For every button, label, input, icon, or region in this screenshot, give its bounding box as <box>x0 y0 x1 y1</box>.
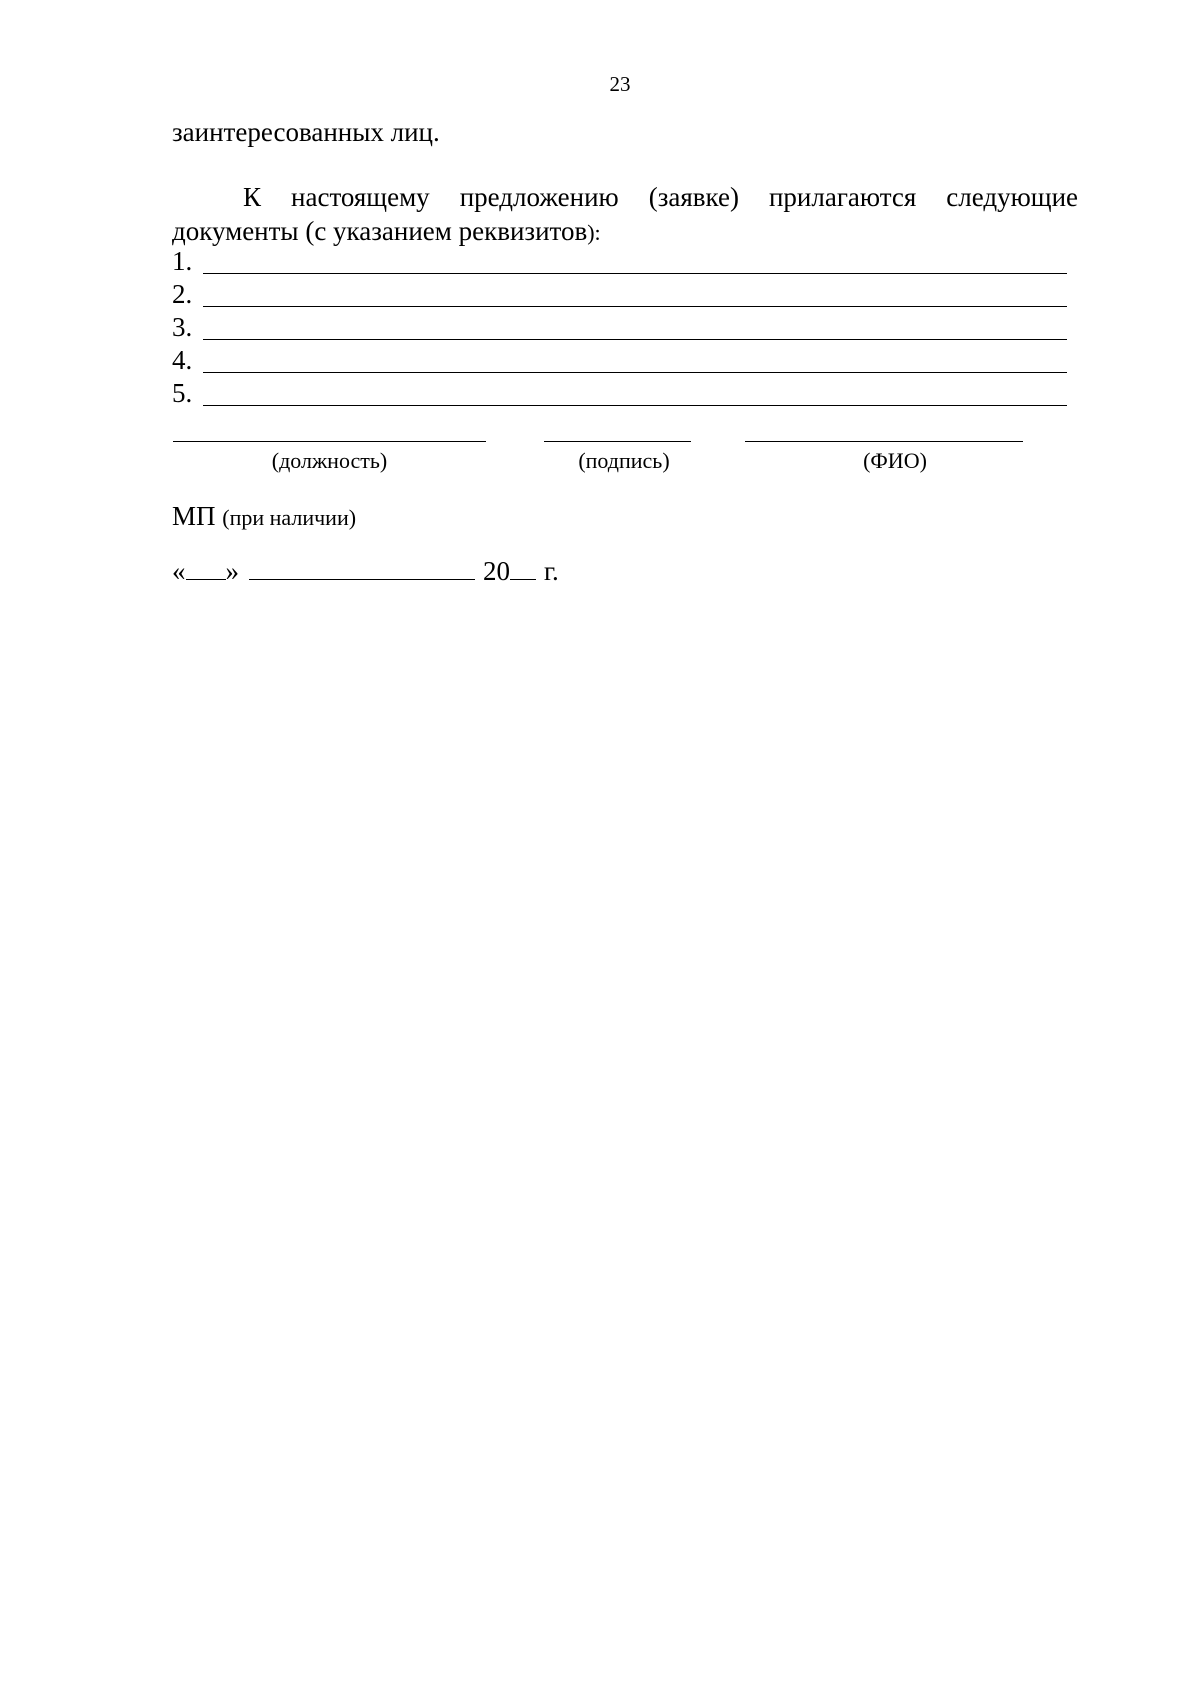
stamp-note: (при наличии) <box>222 505 357 530</box>
year-suffix: г. <box>544 556 559 586</box>
full-name-caption: (ФИО) <box>863 448 927 473</box>
paragraph-word: следующие <box>946 182 1078 212</box>
year-blank[interactable] <box>510 557 536 580</box>
full-name-line[interactable] <box>745 441 1023 442</box>
paragraph-first-line <box>243 181 1078 213</box>
attachment-number: 4. <box>172 345 193 375</box>
attachment-item <box>172 312 1067 342</box>
page-number: 23 <box>609 72 631 96</box>
attachment-blank-line[interactable] <box>203 405 1067 406</box>
attachment-number: 1. <box>172 246 193 276</box>
continuation-text: заинтересованных лиц. <box>172 117 440 147</box>
attachment-number: 2. <box>172 279 193 309</box>
attachment-number: 5. <box>172 378 193 408</box>
year-prefix: 20 <box>483 556 510 586</box>
attachment-blank-line[interactable] <box>203 372 1067 373</box>
attachment-item <box>172 279 1067 309</box>
attachment-blank-line[interactable] <box>203 339 1067 340</box>
attachment-item <box>172 345 1067 375</box>
date-close-quote: » <box>225 556 239 586</box>
attachment-item <box>172 246 1067 276</box>
signature-line[interactable] <box>544 441 691 442</box>
attachment-item <box>172 378 1067 408</box>
signature-caption: (подпись) <box>578 448 670 473</box>
attachment-blank-line[interactable] <box>203 306 1067 307</box>
attachment-number: 3. <box>172 312 193 342</box>
paragraph-word: прилагаются <box>768 182 917 212</box>
paragraph-second-line-end: ): <box>587 220 601 245</box>
stamp-place <box>172 500 356 534</box>
position-caption: (должность) <box>271 448 388 473</box>
attachment-blank-line[interactable] <box>203 273 1067 274</box>
paragraph-second-line <box>172 215 601 249</box>
paragraph-second-line-text: документы (с указанием реквизитов <box>172 216 588 246</box>
position-signature-line[interactable] <box>173 441 486 442</box>
date-row <box>172 555 559 587</box>
day-blank[interactable] <box>186 557 226 580</box>
paragraph-word: К <box>243 182 262 212</box>
date-open-quote: « <box>172 556 186 586</box>
paragraph-word: настоящему <box>291 182 430 212</box>
stamp-label: МП <box>172 501 216 531</box>
month-blank[interactable] <box>249 557 475 580</box>
paragraph-word: (заявке) <box>648 182 739 212</box>
paragraph-word: предложению <box>459 182 619 212</box>
